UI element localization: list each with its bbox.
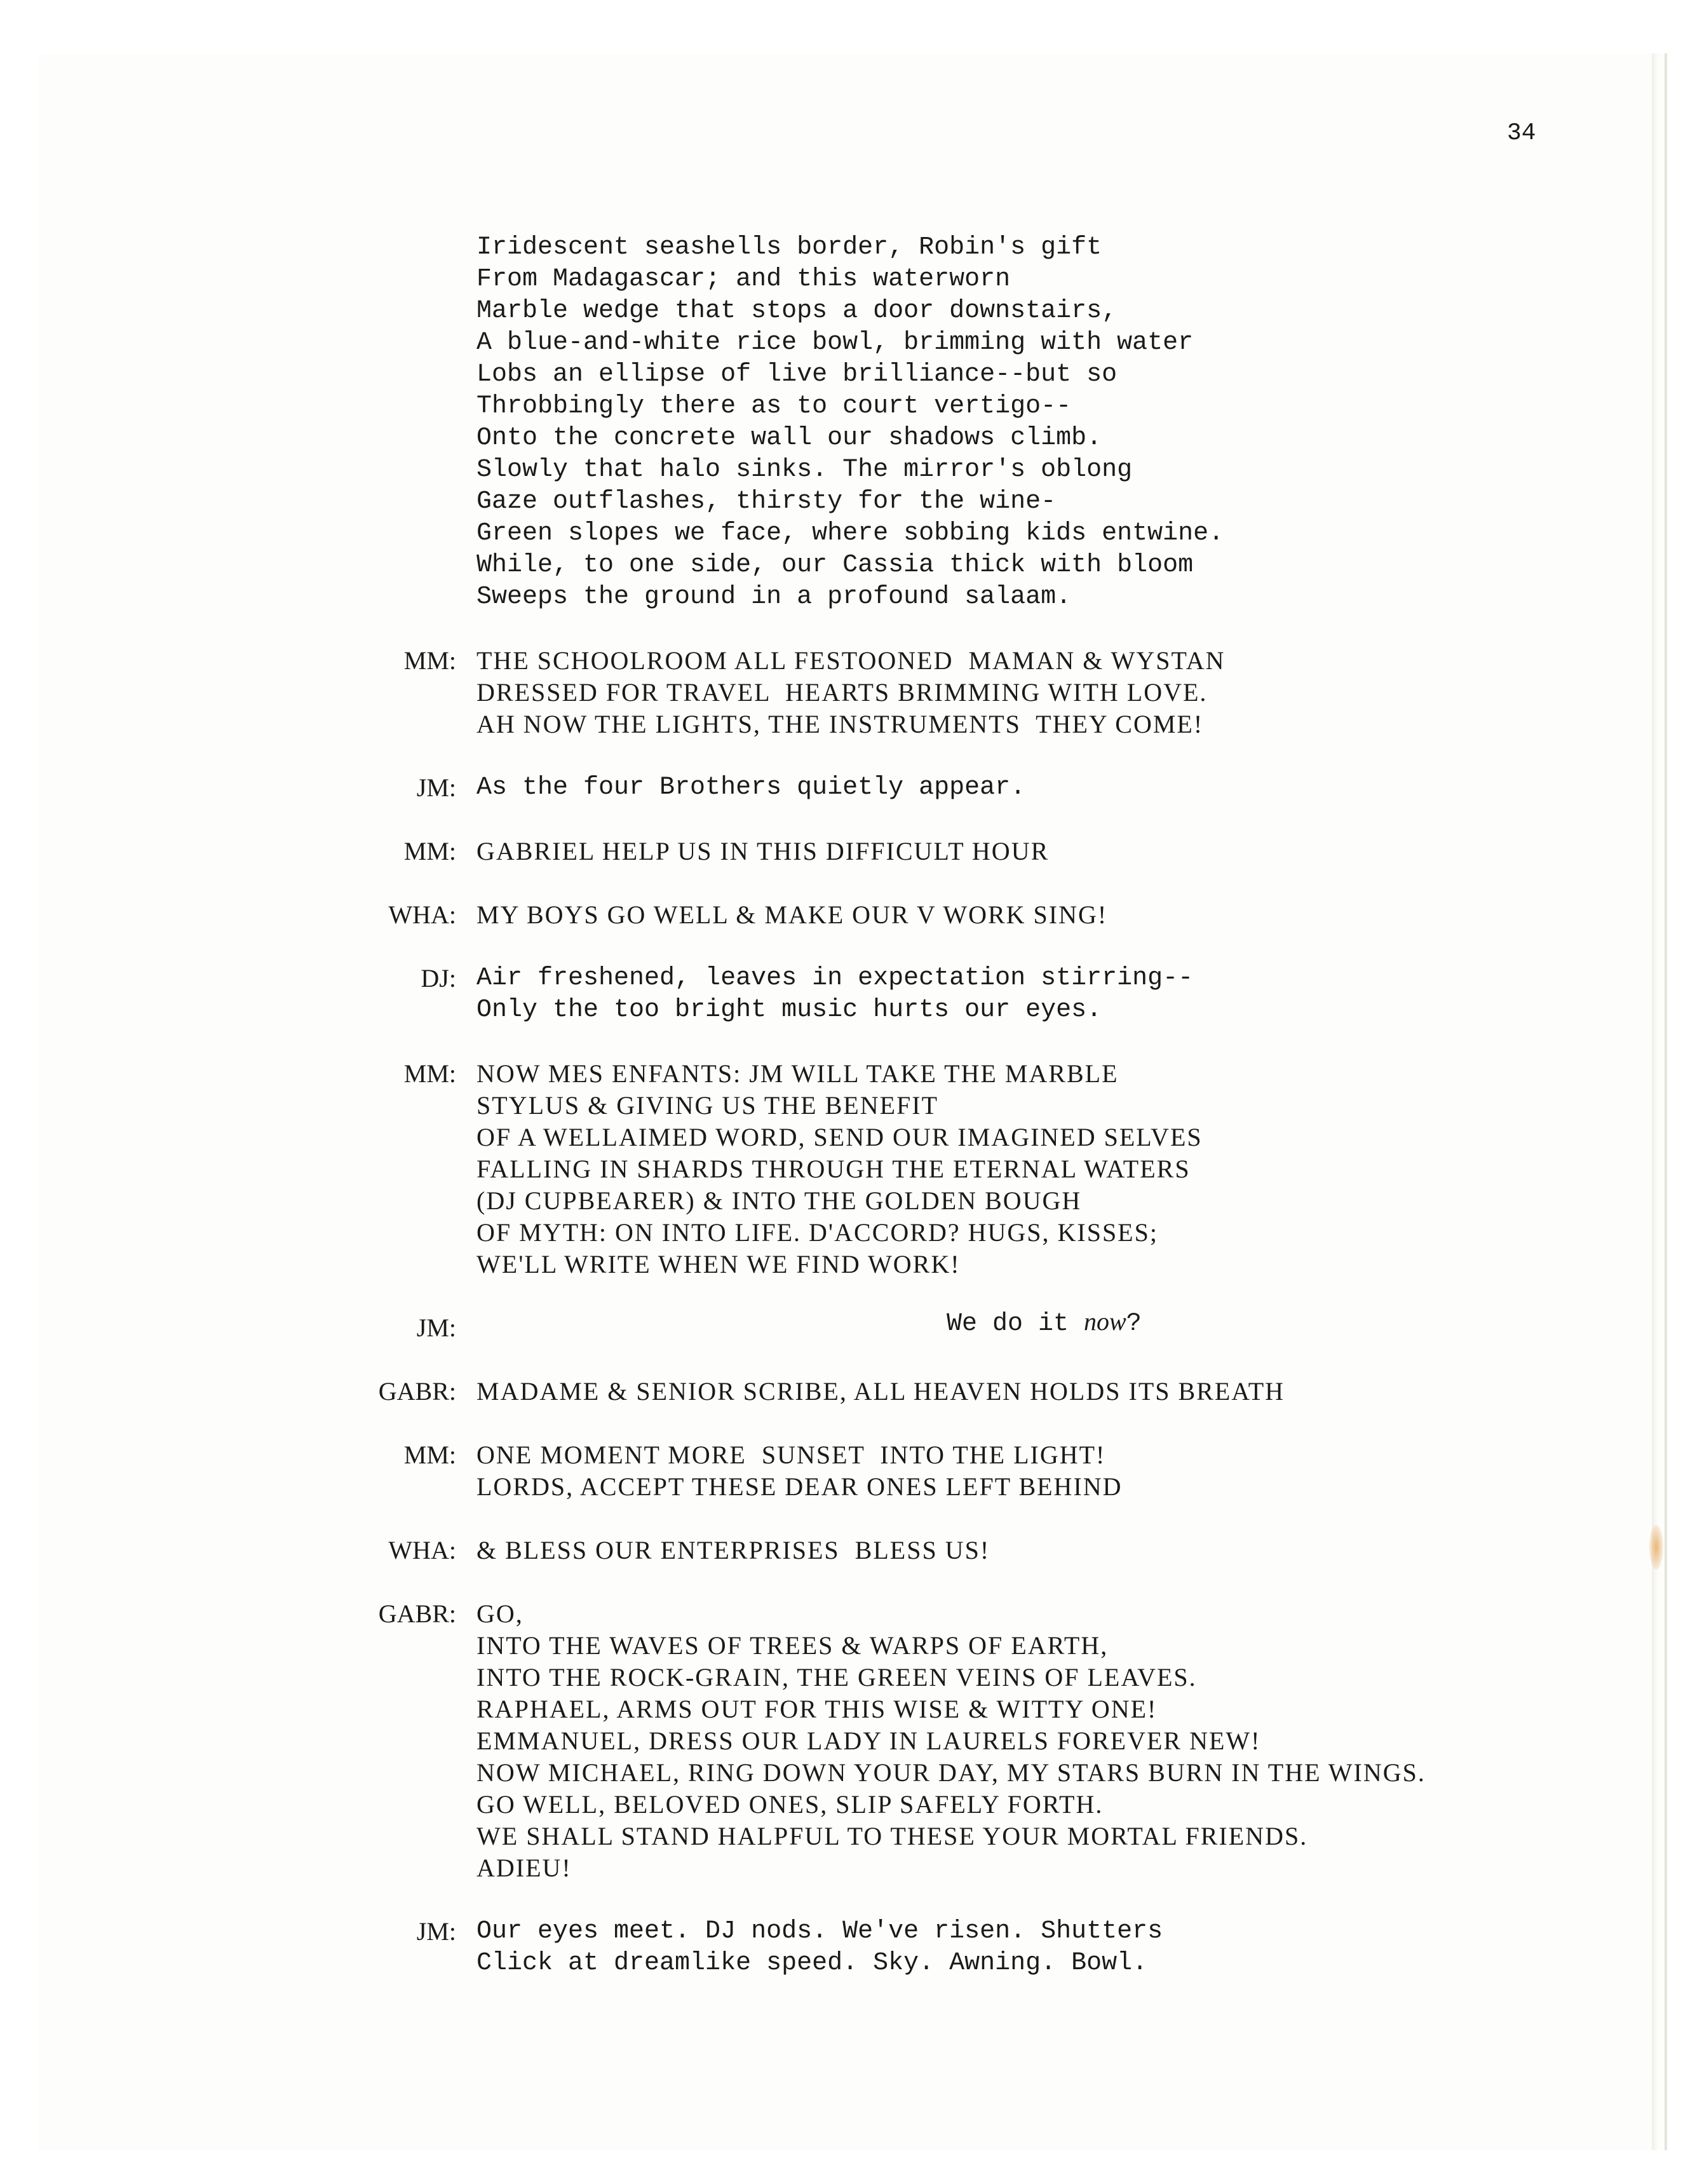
dialogue-line: We do it now? bbox=[947, 1307, 1142, 1338]
stanza-line: Sweeps the ground in a profound salaam. bbox=[476, 583, 1072, 611]
dialogue-line: DRESSED FOR TRAVEL HEARTS BRIMMING WITH LOVE. bbox=[476, 678, 1208, 707]
speaker-label: WHA: bbox=[388, 1536, 456, 1564]
dialogue-line: WE SHALL STAND HALPFUL TO THESE YOUR MORTAL FRIENDS. bbox=[476, 1822, 1308, 1850]
stanza-line: Green slopes we face, where sobbing kids entwine. bbox=[476, 519, 1224, 548]
dialogue-line: NOW MICHAEL, RING DOWN YOUR DAY, MY STARS BURN IN THE WINGS. bbox=[476, 1758, 1426, 1787]
stanza-line: Marble wedge that stops a door downstairs, bbox=[476, 297, 1118, 325]
dialogue-line: (DJ CUPBEARER) & INTO THE GOLDEN BOUGH bbox=[476, 1186, 1082, 1215]
dialogue-line: Only the too bright music hurts our eyes. bbox=[476, 996, 1102, 1024]
stanza-line: Throbbingly there as to court vertigo-- bbox=[476, 392, 1072, 421]
speaker-label: JM: bbox=[416, 773, 456, 802]
dialogue-line: EMMANUEL, DRESS OUR LADY IN LAURELS FOREVER NEW! bbox=[476, 1726, 1261, 1755]
stanza-line: Lobs an ellipse of live brilliance--but so bbox=[476, 360, 1118, 389]
dialogue-line: Air freshened, leaves in expectation stirring-- bbox=[476, 964, 1194, 993]
dialogue-line: As the four Brothers quietly appear. bbox=[476, 773, 1026, 802]
dialogue-line: ADIEU! bbox=[476, 1854, 572, 1882]
dialogue-line: INTO THE ROCK-GRAIN, THE GREEN VEINS OF LEAVES. bbox=[476, 1663, 1197, 1692]
stanza-line: From Madagascar; and this waterworn bbox=[476, 265, 1011, 294]
stanza-line: Slowly that halo sinks. The mirror's oblong bbox=[476, 456, 1133, 484]
dialogue-line: AH NOW THE LIGHTS, THE INSTRUMENTS THEY COME! bbox=[476, 710, 1204, 738]
dialogue-line: & BLESS OUR ENTERPRISES BLESS US! bbox=[476, 1536, 990, 1564]
dialogue-line: NOW MES ENFANTS: JM WILL TAKE THE MARBLE bbox=[476, 1059, 1119, 1088]
dialogue-line: RAPHAEL, ARMS OUT FOR THIS WISE & WITTY ONE! bbox=[476, 1695, 1158, 1723]
dialogue-line: INTO THE WAVES OF TREES & WARPS OF EARTH, bbox=[476, 1631, 1109, 1660]
emphasized-word: now bbox=[1084, 1307, 1126, 1336]
dialogue-line: Our eyes meet. DJ nods. We've risen. Shutters bbox=[476, 1917, 1163, 1946]
dialogue-line: LORDS, ACCEPT THESE DEAR ONES LEFT BEHIND bbox=[476, 1472, 1123, 1501]
speaker-label: MM: bbox=[403, 837, 456, 865]
dialogue-line: THE SCHOOLROOM ALL FESTOONED MAMAN & WYSTAN bbox=[476, 646, 1226, 675]
dialogue-line: GO, bbox=[476, 1599, 523, 1628]
speaker-label: JM: bbox=[416, 1917, 456, 1946]
dialogue-line: MY BOYS GO WELL & MAKE OUR V WORK SING! bbox=[476, 900, 1108, 929]
stanza-line: Onto the concrete wall our shadows climb. bbox=[476, 424, 1102, 452]
speaker-label: GABR: bbox=[378, 1599, 456, 1628]
dialogue-line: GABRIEL HELP US IN THIS DIFFICULT HOUR bbox=[476, 837, 1050, 865]
speaker-label: MM: bbox=[403, 1441, 456, 1469]
page-number: 34 bbox=[1507, 119, 1536, 147]
dialogue-line: GO WELL, BELOVED ONES, SLIP SAFELY FORTH. bbox=[476, 1790, 1104, 1819]
dialogue-line: FALLING IN SHARDS THROUGH THE ETERNAL WATERS bbox=[476, 1155, 1191, 1183]
stanza-line: While, to one side, our Cassia thick with bloom bbox=[476, 551, 1194, 580]
speaker-label: DJ: bbox=[421, 964, 456, 993]
dialogue-line: STYLUS & GIVING US THE BENEFIT bbox=[476, 1091, 939, 1120]
speaker-label: WHA: bbox=[388, 900, 456, 929]
speaker-label: JM: bbox=[416, 1313, 456, 1342]
stanza-line: A blue-and-white rice bowl, brimming with water bbox=[476, 329, 1194, 357]
dialogue-line: OF A WELLAIMED WORD, SEND OUR IMAGINED SELVES bbox=[476, 1123, 1203, 1151]
dialogue-line: MADAME & SENIOR SCRIBE, ALL HEAVEN HOLDS ITS BREATH bbox=[476, 1377, 1285, 1406]
dialogue-line: Click at dreamlike speed. Sky. Awning. Bowl. bbox=[476, 1949, 1148, 1977]
stanza-line: Gaze outflashes, thirsty for the wine- bbox=[476, 487, 1057, 516]
stanza-line: Iridescent seashells border, Robin's gift bbox=[476, 233, 1102, 262]
speaker-label: MM: bbox=[403, 646, 456, 675]
dialogue-line: OF MYTH: ON INTO LIFE. D'ACCORD? HUGS, KISSES; bbox=[476, 1218, 1158, 1247]
dialogue-line: ONE MOMENT MORE SUNSET INTO THE LIGHT! bbox=[476, 1441, 1106, 1469]
dialogue-line: WE'LL WRITE WHEN WE FIND WORK! bbox=[476, 1250, 961, 1279]
speaker-label: GABR: bbox=[378, 1377, 456, 1406]
speaker-label: MM: bbox=[403, 1059, 456, 1088]
